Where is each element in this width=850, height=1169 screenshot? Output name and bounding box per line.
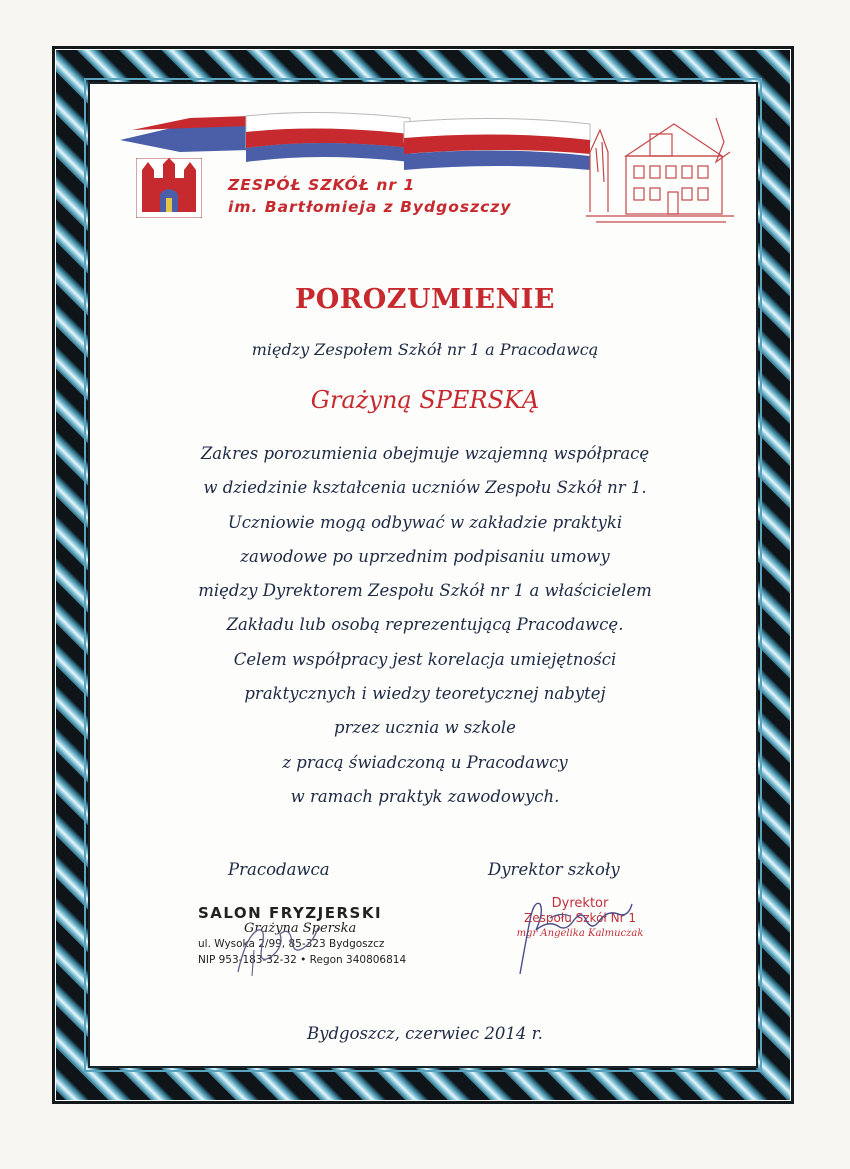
body-line: przez ucznia w szkole	[334, 718, 516, 738]
body-line: Zakładu lub osobą reprezentującą Pracodawcę.	[226, 615, 624, 635]
city-crest-icon	[136, 158, 202, 218]
school-name	[228, 174, 511, 218]
body-line: praktycznych i wiedzy teoretycznej nabytej	[244, 684, 606, 704]
director-stamp-title: Dyrektor	[551, 896, 609, 911]
body-line: w ramach praktyk zawodowych.	[290, 786, 560, 806]
stamp-address: ul. Wysoka 2/99, 85-323 Bydgoszcz	[198, 938, 385, 950]
school-name-line1: ZESPÓŁ SZKÓŁ nr 1	[228, 176, 416, 194]
subtitle: między Zespołem Szkół nr 1 a Pracodawcą	[251, 340, 599, 359]
director-signature	[500, 890, 640, 980]
body-line: zawodowe po uprzednim podpisaniu umowy	[240, 546, 610, 566]
body-line: Zakres porozumienia obejmuje wzajemną współpracę	[200, 444, 650, 463]
body-line: Uczniowie mogą odbywać w zakładzie praktyki	[227, 512, 623, 532]
employer-signature-label: Pracodawca	[228, 860, 330, 879]
body-line: z pracą świadczoną u Pracodawcy	[282, 752, 568, 772]
document-title: POROZUMIENIE	[294, 284, 556, 315]
school-building-illustration	[586, 112, 734, 230]
director-stamp-name: mgr Angelika Kalmuczak	[516, 928, 644, 939]
body-line: Celem współpracy jest korelacja umiejętności	[233, 649, 617, 669]
director-stamp-school: Zespołu Szkół Nr 1	[523, 911, 636, 925]
stamp-owner-name: Grażyna Sperska	[244, 921, 357, 936]
employer-name: Grażyną SPERSKĄ	[310, 386, 540, 414]
school-name-line2: im. Bartłomieja z Bydgoszczy	[228, 198, 512, 216]
place-and-date: Bydgoszcz, czerwiec 2014 r.	[307, 1024, 543, 1043]
agreement-body	[150, 440, 700, 817]
body-line: w dziedzinie kształcenia uczniów Zespołu Szkół nr 1.	[203, 478, 647, 498]
stamp-tax-ids: NIP 953-183-32-32 • Regon 340806814	[198, 954, 407, 966]
stamp-business-name: SALON FRYZJERSKI	[198, 904, 383, 922]
school-header	[120, 108, 740, 236]
body-line: między Dyrektorem Zespołu Szkół nr 1 a właścicielem	[198, 581, 652, 601]
employer-signature	[232, 916, 322, 980]
director-signature-label: Dyrektor szkoły	[488, 860, 620, 879]
